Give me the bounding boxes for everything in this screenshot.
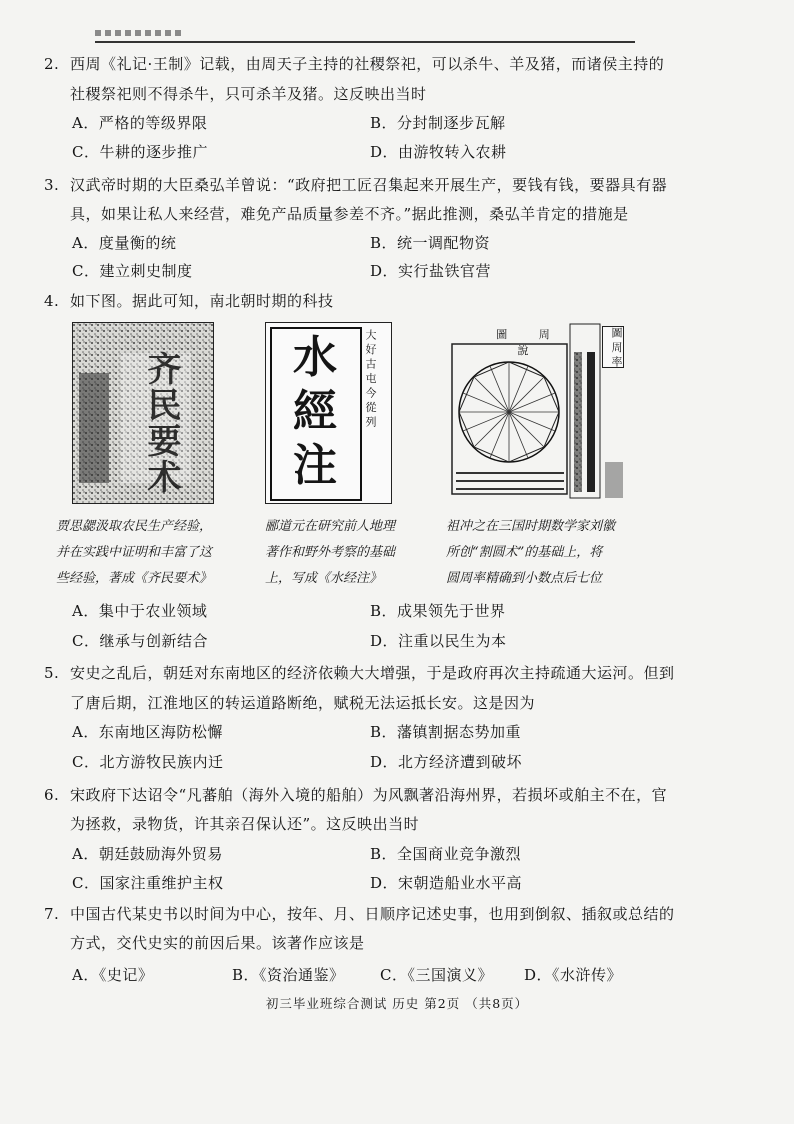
diagram-side-title: 圖 周 率 bbox=[602, 326, 624, 368]
question-stem-line: 为拯救，录物货，许其亲召保认还”。这反映出当时 bbox=[70, 815, 420, 833]
header-rule bbox=[95, 41, 635, 43]
question-stem-line: 中国古代某史书以时间为中心，按年、月、日顺序记述史事，也用到倒叙、插叙或总结的 bbox=[70, 905, 675, 923]
option-d[interactable]: D．由游牧转入农耕 bbox=[370, 143, 507, 161]
option-d[interactable]: D．实行盐铁官营 bbox=[370, 262, 492, 280]
book-title: 齐民要术 bbox=[141, 351, 181, 495]
question-stem-line: 安史之乱后，朝廷对东南地区的经济依赖大大增强，于是政府再次主持疏通大运河。但到 bbox=[70, 664, 675, 682]
option-a[interactable]: A．《史记》 bbox=[72, 966, 154, 984]
shuijingzhu-image bbox=[265, 322, 392, 504]
question-stem-line: 具，如果让私人来经营，难免产品质量参差不齐。”据此推测，桑弘羊肯定的措施是 bbox=[70, 205, 629, 223]
option-a[interactable]: A．度量衡的统 bbox=[72, 234, 177, 252]
option-d[interactable]: D．注重以民生为本 bbox=[370, 632, 507, 650]
option-b[interactable]: B．统一调配物资 bbox=[370, 234, 491, 252]
caption-line: 祖冲之在三国时期数学家刘徽 bbox=[446, 519, 616, 534]
question-number: 6. bbox=[44, 786, 60, 804]
option-d[interactable]: D．《水浒传》 bbox=[524, 966, 623, 984]
side-inscription: 大 好 古 屯 今 從 列 bbox=[364, 329, 377, 427]
question-stem-line: 了唐后期，江淮地区的转运道路断绝，赋税无法运抵长安。这是因为 bbox=[70, 694, 536, 712]
question-stem-line: 方式，交代史实的前因后果。该著作应该是 bbox=[70, 934, 365, 952]
option-d[interactable]: D．宋朝造船业水平高 bbox=[370, 874, 523, 892]
option-b[interactable]: B．分封制逐步瓦解 bbox=[370, 114, 506, 132]
option-c[interactable]: C．《三国演义》 bbox=[380, 966, 493, 984]
qimin-yaoshu-image bbox=[72, 322, 214, 504]
option-c[interactable]: C．继承与创新结合 bbox=[72, 632, 208, 650]
question-stem-line: 如下图。据此可知，南北朝时期的科技 bbox=[70, 292, 334, 310]
option-c[interactable]: C．国家注重维护主权 bbox=[72, 874, 224, 892]
caption-line: 贾思勰汲取农民生产经验， bbox=[56, 519, 213, 534]
option-c[interactable]: C．北方游牧民族内迁 bbox=[72, 753, 224, 771]
book-title-char: 經 bbox=[293, 386, 337, 437]
question-stem-line: 西周《礼记·王制》记载，由周天子主持的社稷祭祀，可以杀牛、羊及猪，而诸侯主持的 bbox=[70, 55, 665, 73]
diagram-header: 圖 周 說 bbox=[496, 328, 564, 357]
page-footer: 初三毕业班综合测试 历史 第2页 （共8页） bbox=[265, 996, 529, 1011]
question-number: 5. bbox=[44, 664, 60, 682]
caption-line: 郦道元在研究前人地理 bbox=[265, 519, 396, 534]
question-stem-line: 汉武帝时期的大臣桑弘羊曾说：“政府把工匠召集起来开展生产，要钱有钱，要器具有器 bbox=[70, 176, 668, 194]
book-title-char: 注 bbox=[293, 440, 337, 491]
caption-line: 上，写成《水经注》 bbox=[265, 571, 383, 586]
option-a[interactable]: A．东南地区海防松懈 bbox=[72, 723, 223, 741]
caption-line: 些经验，著成《齐民要术》 bbox=[56, 571, 213, 586]
question-stem-line: 社稷祭祀则不得杀牛，只可杀羊及猪。这反映出当时 bbox=[70, 85, 427, 103]
option-a[interactable]: A．严格的等级界限 bbox=[72, 114, 208, 132]
question-number: 3. bbox=[44, 176, 60, 194]
option-b[interactable]: B．《资治通鉴》 bbox=[232, 966, 345, 984]
option-b[interactable]: B．全国商业竞争激烈 bbox=[370, 845, 522, 863]
caption-line: 所创“割圆术”的基础上，将 bbox=[446, 545, 603, 560]
question-number: 7. bbox=[44, 905, 60, 923]
pi-circle-diagram bbox=[450, 322, 628, 502]
question-stem-line: 宋政府下达诏令“凡蕃舶（海外入境的船舶）为风飘著沿海州界，若损坏或舶主不在，官 bbox=[70, 786, 668, 804]
question-number: 4. bbox=[44, 292, 60, 310]
book-title-char: 水 bbox=[293, 332, 337, 383]
option-b[interactable]: B．藩镇割据态势加重 bbox=[370, 723, 522, 741]
question-number: 2. bbox=[44, 55, 60, 73]
caption-line: 著作和野外考察的基础 bbox=[265, 545, 396, 560]
option-b[interactable]: B．成果领先于世界 bbox=[370, 602, 506, 620]
option-c[interactable]: C．建立刺史制度 bbox=[72, 262, 193, 280]
option-a[interactable]: A．集中于农业领域 bbox=[72, 602, 208, 620]
header-mark bbox=[95, 30, 185, 36]
caption-line: 并在实践中证明和丰富了这 bbox=[56, 545, 213, 560]
option-c[interactable]: C．牛耕的逐步推广 bbox=[72, 143, 208, 161]
caption-line: 圆周率精确到小数点后七位 bbox=[446, 571, 603, 586]
option-a[interactable]: A．朝廷鼓励海外贸易 bbox=[72, 845, 223, 863]
option-d[interactable]: D．北方经济遭到破坏 bbox=[370, 753, 523, 771]
